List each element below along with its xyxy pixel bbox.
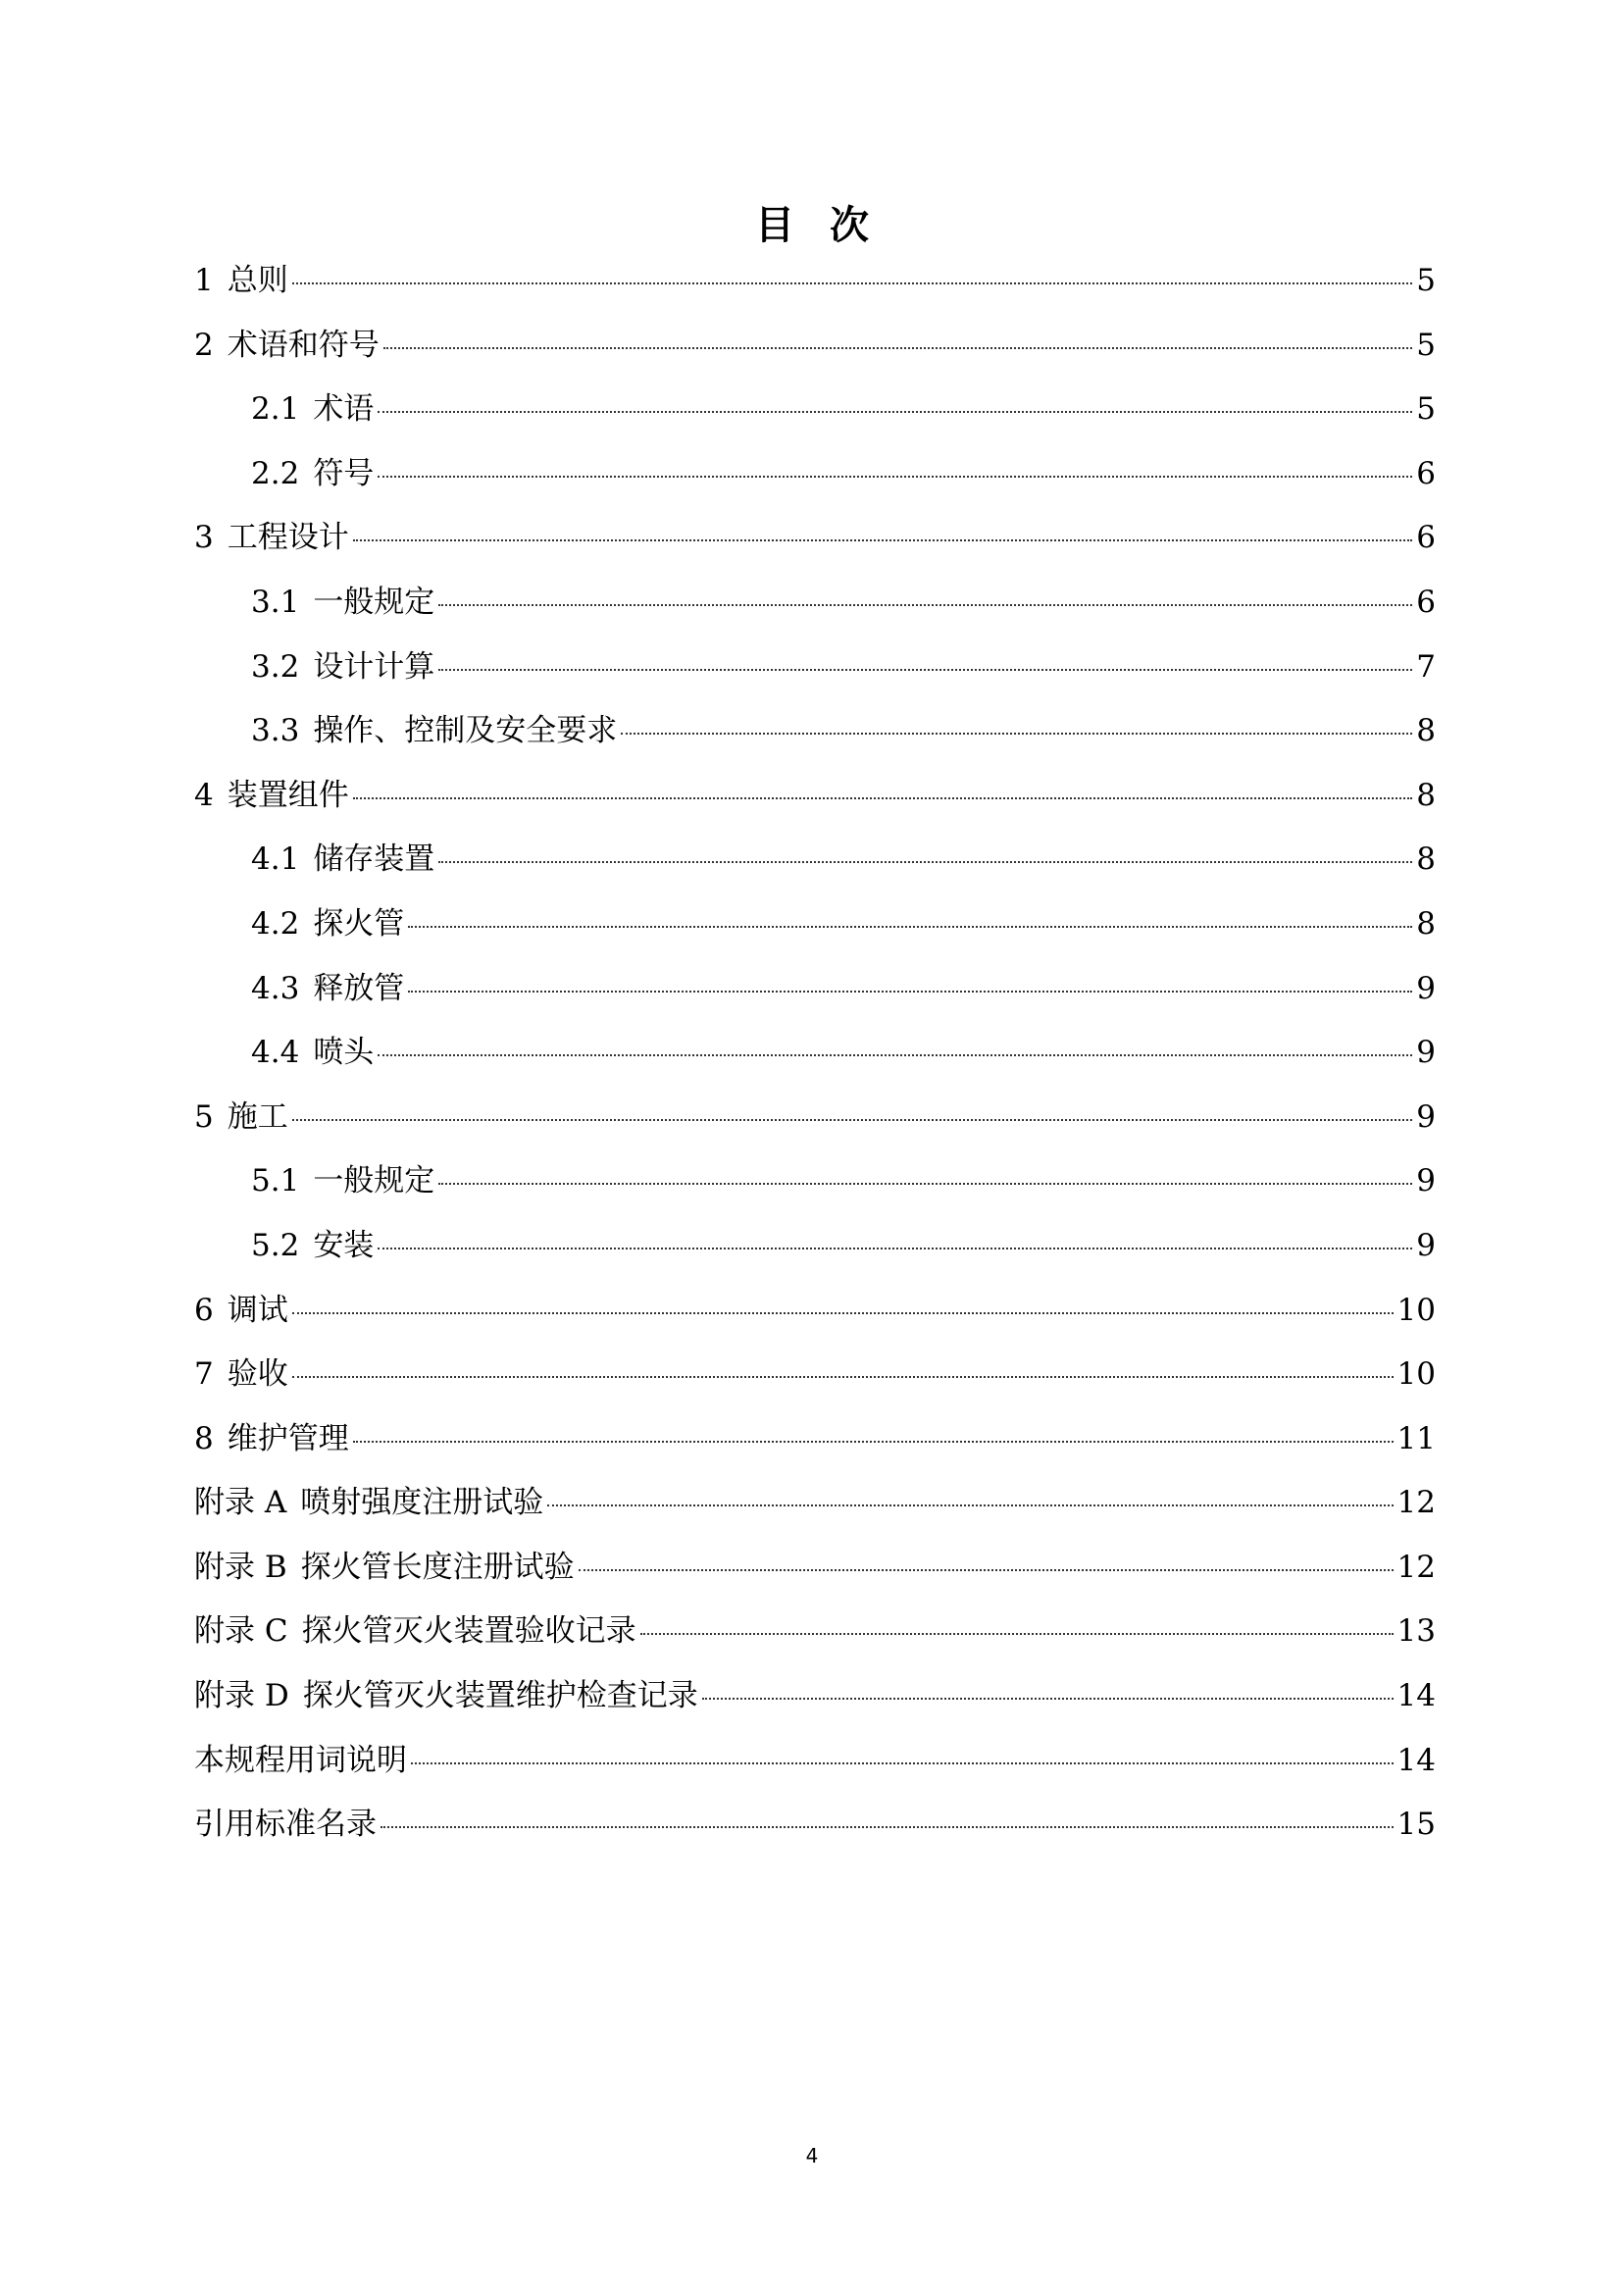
toc-dot-leader <box>292 1376 1394 1378</box>
toc-entry-page: 6 <box>1416 455 1436 491</box>
toc-entry[interactable] <box>194 1021 1436 1086</box>
toc-entry-number: 3.3 <box>251 713 300 749</box>
toc-dot-leader <box>381 1826 1394 1828</box>
toc-entry-number: 附录 C <box>194 1613 288 1650</box>
toc-entry-number: 7 <box>194 1356 214 1393</box>
toc-entry-page: 8 <box>1416 841 1436 878</box>
toc-entry-label: 装置组件 <box>227 777 349 813</box>
toc-entry[interactable] <box>194 571 1436 636</box>
toc-entry-number: 5.1 <box>251 1163 300 1199</box>
toc-entry[interactable] <box>194 699 1436 764</box>
toc-entry-page: 11 <box>1396 1420 1436 1456</box>
page-number: 4 <box>805 2144 819 2167</box>
toc-entry-label: 术语 <box>313 391 375 428</box>
toc-entry-label: 安装 <box>313 1227 375 1263</box>
toc-entry-page: 5 <box>1416 263 1436 298</box>
toc-entry-page: 8 <box>1416 905 1436 942</box>
toc-dot-leader <box>640 1633 1394 1635</box>
table-of-contents <box>194 249 1436 1858</box>
toc-entry-page: 12 <box>1396 1485 1436 1521</box>
toc-dot-leader <box>621 733 1412 735</box>
toc-entry-label: 释放管 <box>313 970 405 1006</box>
toc-entry-page: 6 <box>1416 520 1436 556</box>
toc-entry[interactable] <box>194 957 1436 1022</box>
toc-entry-number: 附录 D <box>194 1678 289 1714</box>
toc-entry[interactable] <box>194 1214 1436 1279</box>
toc-entry-number: 4.2 <box>251 905 300 942</box>
toc-entry[interactable] <box>194 636 1436 700</box>
toc-entry[interactable] <box>194 1664 1436 1729</box>
toc-entry-page: 10 <box>1396 1292 1436 1328</box>
toc-entry-label: 喷射强度注册试验 <box>300 1485 544 1521</box>
toc-entry-label: 探火管 <box>313 905 405 942</box>
toc-entry[interactable] <box>194 506 1436 571</box>
toc-entry-label: 设计计算 <box>313 648 435 685</box>
toc-dot-leader <box>411 1762 1394 1764</box>
toc-entry[interactable] <box>194 1343 1436 1407</box>
toc-entry-page: 5 <box>1416 327 1436 363</box>
toc-dot-leader <box>292 282 1413 284</box>
toc-entry[interactable] <box>194 1149 1436 1214</box>
toc-entry[interactable] <box>194 828 1436 892</box>
toc-entry[interactable] <box>194 1279 1436 1344</box>
toc-entry-number: 4.4 <box>251 1035 300 1071</box>
toc-entry-label: 储存装置 <box>313 841 435 878</box>
toc-dot-leader <box>353 1441 1394 1443</box>
toc-dot-leader <box>353 539 1413 541</box>
toc-dot-leader <box>438 1183 1412 1185</box>
toc-entry[interactable] <box>194 1407 1436 1472</box>
toc-entry-label: 维护管理 <box>227 1420 349 1456</box>
toc-entry[interactable] <box>194 1536 1436 1601</box>
toc-entry-label: 探火管灭火装置维护检查记录 <box>302 1678 698 1714</box>
toc-entry-number: 4 <box>194 777 214 813</box>
toc-entry-number: 附录 A <box>194 1485 287 1521</box>
toc-dot-leader <box>353 797 1413 799</box>
toc-dot-leader <box>702 1698 1394 1700</box>
toc-entry-number: 6 <box>194 1292 214 1328</box>
toc-entry-page: 9 <box>1416 1227 1436 1263</box>
toc-entry-page: 12 <box>1396 1549 1436 1585</box>
toc-entry-page: 6 <box>1416 584 1436 620</box>
toc-entry-label: 总则 <box>227 263 288 298</box>
toc-dot-leader <box>383 347 1413 349</box>
toc-entry[interactable] <box>194 1600 1436 1664</box>
toc-entry-number: 2.1 <box>251 391 300 428</box>
toc-dot-leader <box>292 1312 1394 1314</box>
toc-dot-leader <box>547 1504 1393 1506</box>
toc-dot-leader <box>408 926 1412 928</box>
toc-entry-number: 2.2 <box>251 455 300 491</box>
toc-entry[interactable] <box>194 442 1436 507</box>
toc-dot-leader <box>292 1119 1413 1121</box>
toc-entry-number: 3.2 <box>251 648 300 685</box>
toc-entry-number: 3.1 <box>251 584 300 620</box>
toc-dot-leader <box>408 991 1412 993</box>
toc-entry[interactable] <box>194 764 1436 829</box>
toc-entry-page: 13 <box>1396 1613 1436 1650</box>
toc-entry-page: 9 <box>1416 970 1436 1006</box>
toc-entry[interactable] <box>194 1086 1436 1150</box>
toc-entry-number: 附录 B <box>194 1549 287 1585</box>
toc-entry-page: 9 <box>1416 1163 1436 1199</box>
toc-entry-page: 10 <box>1396 1356 1436 1393</box>
toc-entry-page: 5 <box>1416 391 1436 428</box>
toc-entry[interactable] <box>194 892 1436 957</box>
toc-entry-number: 1 <box>194 263 214 298</box>
toc-entry-number: 8 <box>194 1420 214 1456</box>
toc-entry-page: 8 <box>1416 777 1436 813</box>
toc-entry[interactable] <box>194 1793 1436 1858</box>
toc-dot-leader <box>438 604 1412 606</box>
toc-entry-label: 一般规定 <box>313 1163 435 1199</box>
toc-entry-number: 3 <box>194 520 214 556</box>
toc-entry[interactable] <box>194 314 1436 379</box>
toc-entry-label: 探火管灭火装置验收记录 <box>301 1613 636 1650</box>
toc-entry-number: 4.3 <box>251 970 300 1006</box>
toc-entry-label: 工程设计 <box>227 520 349 556</box>
toc-dot-leader <box>438 669 1412 671</box>
toc-entry-label: 一般规定 <box>313 584 435 620</box>
toc-dot-leader <box>438 861 1412 863</box>
toc-entry[interactable] <box>194 249 1436 314</box>
toc-entry-number: 2 <box>194 327 214 363</box>
toc-entry[interactable] <box>194 378 1436 442</box>
toc-entry-number: 5.2 <box>251 1227 300 1263</box>
toc-entry-label: 调试 <box>227 1292 288 1328</box>
toc-entry-page: 15 <box>1396 1807 1436 1843</box>
toc-entry-label: 喷头 <box>313 1035 375 1071</box>
toc-entry-label: 验收 <box>227 1356 288 1393</box>
toc-entry-page: 8 <box>1416 713 1436 749</box>
toc-entry-label: 施工 <box>227 1098 288 1135</box>
toc-entry-page: 9 <box>1416 1098 1436 1135</box>
toc-dot-leader <box>378 1054 1412 1056</box>
toc-entry-label: 引用标准名录 <box>194 1807 377 1843</box>
toc-entry[interactable] <box>194 1471 1436 1536</box>
toc-entry-label: 探火管长度注册试验 <box>300 1549 575 1585</box>
toc-entry-page: 9 <box>1416 1035 1436 1071</box>
toc-dot-leader <box>579 1569 1394 1571</box>
toc-entry-label: 本规程用词说明 <box>194 1742 407 1778</box>
toc-entry-number: 5 <box>194 1098 214 1135</box>
toc-entry-label: 术语和符号 <box>227 327 380 363</box>
toc-entry-page: 14 <box>1396 1678 1436 1714</box>
toc-entry[interactable] <box>194 1729 1436 1794</box>
toc-entry-page: 14 <box>1396 1742 1436 1778</box>
toc-entry-label: 符号 <box>313 455 375 491</box>
toc-entry-page: 7 <box>1416 648 1436 685</box>
toc-dot-leader <box>378 476 1412 478</box>
toc-dot-leader <box>378 1248 1412 1249</box>
toc-entry-label: 操作、控制及安全要求 <box>313 713 618 749</box>
toc-entry-number: 4.1 <box>251 841 300 878</box>
toc-dot-leader <box>378 411 1412 413</box>
page-title: 目次 <box>755 202 904 248</box>
